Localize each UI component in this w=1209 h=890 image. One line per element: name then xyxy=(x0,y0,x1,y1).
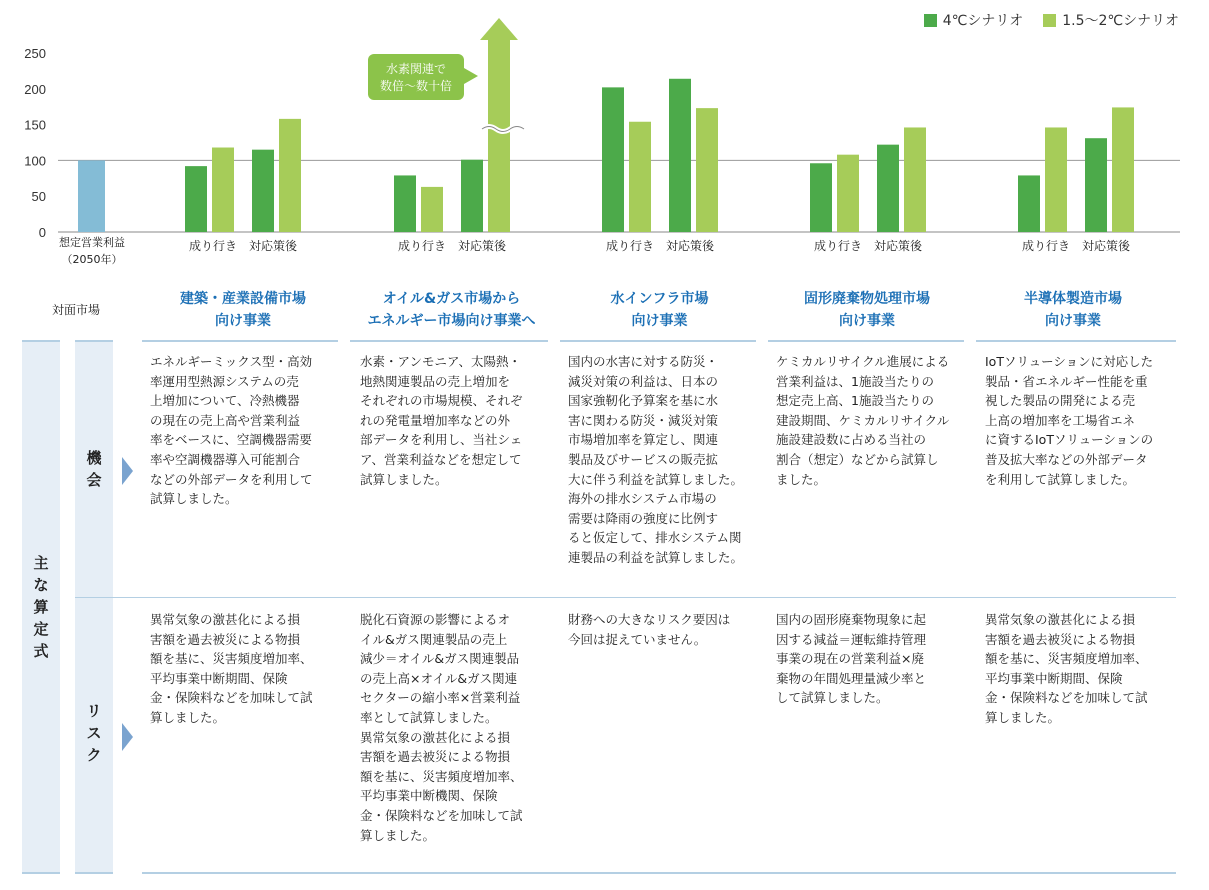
cell-risk-building: 異常気象の激甚化による損 害額を過去被災による物損 額を基に、災害頻度増加率、 平均事業中断期間、保険 金・保険料などを加味して試 算しました。 xyxy=(150,612,313,725)
segment-title-water: 水インフラ市場 向け事業 xyxy=(610,291,709,329)
legend-label-4c: 4℃シナリオ xyxy=(942,13,1024,29)
cell-opportunity-building: エネルギーミックス型・高効 率運用型熱源システムの売 上増加について、冷熱機器 の現在の売上高や営業利益 率をベースに、空調機器需要 率や空調機器導入可能割合 などの外部データを利用して 試算しました。 xyxy=(150,354,313,507)
bar xyxy=(1112,107,1134,232)
cell-opportunity-water: 国内の水害に対する防災・ 減災対策の利益は、日本の 国家強靭化予算案を基に水 害に関わる防災・減災対策 市場増加率を算定し、関連 製品及びサービスの販売拡 大に伴う利益を試算しました。 海外の排水システム市場の 需要は降雨の強度に比例す ると仮定して、排水システム関 連製品の利益を試算しました。 xyxy=(568,354,744,565)
baseline-label: 想定営業利益 xyxy=(59,236,125,249)
cell-opportunity-oil-gas: 水素・アンモニア、太陽熱・ 地熱関連製品の売上増加を それぞれの市場規模、それぞ れの発電量増加率などの外 部データを利用し、当社シェ ア、営業利益などを想定して 試算しました。 xyxy=(360,354,523,487)
header-rule xyxy=(350,340,548,342)
bar xyxy=(185,166,207,232)
legend-label-1-5c: 1.5～2℃シナリオ xyxy=(1062,13,1179,29)
bar xyxy=(877,145,899,232)
annotation-box xyxy=(368,54,464,100)
cell-opportunity-semiconductor: IoTソリューションに対応した 製品・省エネルギー性能を重 視した製品の開発による売 上高の増加率を工場省エネ に資するIoTソリューションの 普及拡大率などの外部データ を利用して試算しました。 xyxy=(985,354,1154,487)
bar xyxy=(1018,175,1040,232)
segment-title-semiconductor: 半導体製造市場 向け事業 xyxy=(1024,291,1122,329)
bar xyxy=(810,163,832,232)
x-tick-label: 成り行き 対応策後 xyxy=(1021,239,1131,253)
header-rule xyxy=(142,340,338,342)
header-rule xyxy=(768,340,964,342)
y-tick-label: 50 xyxy=(31,189,46,205)
bar xyxy=(629,122,651,232)
bar xyxy=(279,119,301,232)
y-tick-label: 100 xyxy=(24,153,46,169)
legend-swatch-1-5c xyxy=(1043,14,1056,27)
bar xyxy=(904,127,926,232)
legend-swatch-4c xyxy=(924,14,937,27)
risk-arrow-icon xyxy=(122,723,133,751)
bar xyxy=(696,108,718,232)
bar xyxy=(669,79,691,232)
annotation-text: 水素関連で xyxy=(385,62,447,76)
y-tick-label: 200 xyxy=(24,81,46,97)
y-tick-label: 150 xyxy=(24,117,46,133)
legend-item-4c xyxy=(924,10,1024,30)
y-tick-label: 0 xyxy=(38,225,46,240)
header-rule xyxy=(560,340,756,342)
opportunity-arrow-icon xyxy=(122,457,133,485)
x-tick-label: 成り行き 対応策後 xyxy=(813,239,923,253)
bar xyxy=(394,175,416,232)
cell-risk-waste: 国内の固形廃棄物現象に起 因する減益＝運転維持管理 事業の現在の営業利益×廃 棄物の年間処理量減少率と して試算しました。 xyxy=(776,612,927,706)
bar xyxy=(421,187,443,232)
bar-off-scale xyxy=(488,38,510,232)
bar xyxy=(252,150,274,232)
segment-title-building: 建築・産業設備市場 向け事業 xyxy=(180,291,306,329)
bar xyxy=(602,87,624,232)
bar-arrowhead-icon xyxy=(480,18,518,40)
baseline-label: （2050年） xyxy=(61,253,123,266)
cell-opportunity-waste: ケミカルリサイクル進展による 営業利益は、1施設当たりの 想定売上高、1施設当たりの 建設期間、ケミカルリサイクル 施設建設数に占める当社の 割合（想定）などから試算し ました。 xyxy=(776,354,950,487)
bar-chart xyxy=(0,0,1209,285)
legend-item-1-5c xyxy=(1043,10,1179,30)
opportunity-label: 機 会 xyxy=(86,449,102,489)
row-divider xyxy=(75,597,1176,598)
table-bottom-rule xyxy=(142,872,1176,874)
bar xyxy=(1085,138,1107,232)
bar xyxy=(1045,127,1067,232)
cell-risk-semiconductor: 異常気象の激甚化による損 害額を過去被災による物損 額を基に、災害頻度増加率、 平均事業中断期間、保険 金・保険料などを加味して試 算しました。 xyxy=(985,612,1148,725)
baseline-bar xyxy=(78,160,105,232)
segment-title-waste: 固形廃棄物処理市場 向け事業 xyxy=(804,291,930,329)
annotation-pointer xyxy=(464,68,478,84)
header-rule xyxy=(976,340,1176,342)
x-tick-label: 成り行き 対応策後 xyxy=(397,239,507,253)
main-formula-label: 主 な 算 定 式 xyxy=(33,554,49,660)
risk-label: リ ス ク xyxy=(86,702,102,764)
cell-risk-water: 財務への大きなリスク要因は 今回は捉えていません。 xyxy=(568,612,731,647)
annotation-text: 数倍～数十倍 xyxy=(379,79,453,93)
segment-title-oil-gas: オイル&ガス市場から エネルギー市場向け事業へ xyxy=(367,291,536,329)
y-tick-label: 250 xyxy=(24,46,46,61)
cell-risk-oil-gas: 脱化石資源の影響によるオ イル&ガス関連製品の売上 減少＝オイル&ガス関連製品 の売上高×オイル&ガス関連 セクターの縮小率×営業利益 率として試算しました。 異常気象の激甚化による損 害額を過去被災による物損 額を基に、災害頻度増加率、 平均事業中断機関、保険 金・保険料などを加味して試 算しました。 xyxy=(360,612,523,843)
bar xyxy=(837,155,859,232)
chart-legend xyxy=(924,10,1179,30)
bar xyxy=(461,160,483,232)
bar xyxy=(212,148,234,232)
x-tick-label: 成り行き 対応策後 xyxy=(188,239,298,253)
market-label: 対面市場 xyxy=(52,303,101,317)
x-tick-label: 成り行き 対応策後 xyxy=(605,239,715,253)
